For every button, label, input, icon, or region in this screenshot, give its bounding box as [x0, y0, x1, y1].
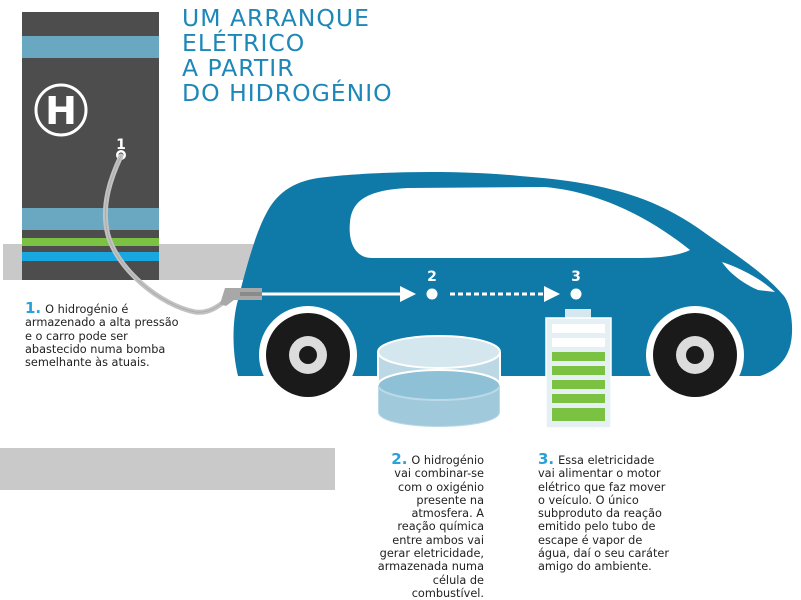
title-line-4: DO HIDROGÉNIO	[182, 79, 393, 107]
step-1-caption	[25, 299, 185, 370]
title-line-3: A PARTIR	[182, 54, 295, 82]
step-2-number: 2.	[391, 450, 408, 468]
title-line-1: UM ARRANQUE	[182, 4, 370, 32]
marker-2: 2	[427, 269, 437, 285]
step-2-text: O hidrogénio vai combinar-se com o oxigénio presente na atmosfera. A reação química entre ambos vai gerar eletricidade, armazenada numa célula de combustível.	[377, 454, 484, 600]
title-line-2: ELÉTRICO	[182, 29, 306, 57]
step-1-text: O hidrogénio é armazenado a alta pressão e o carro pode ser abastecido numa bomba semelhante às atuais.	[25, 303, 179, 370]
ground-strip-bottom	[0, 448, 335, 490]
step-3-text: Essa eletricidade vai alimentar o motor elétrico que faz mover o veículo. O único subproduto da reação emitido pelo tubo de escape é vapor de água, daí o seu caráter amigo do ambiente.	[538, 454, 669, 574]
hydrogen-tank	[378, 336, 500, 427]
step-3-number: 3.	[538, 450, 555, 468]
step-2-caption	[372, 450, 484, 600]
marker-1: 1	[116, 137, 126, 153]
step-3-caption	[538, 450, 670, 574]
marker-3: 3	[571, 269, 581, 285]
car	[234, 172, 793, 404]
fuel-cell-battery	[546, 309, 611, 428]
hydrogen-logo-letter: H	[45, 89, 77, 133]
hydrogen-station	[22, 12, 159, 280]
step-1-number: 1.	[25, 299, 42, 317]
page-title	[182, 6, 442, 106]
